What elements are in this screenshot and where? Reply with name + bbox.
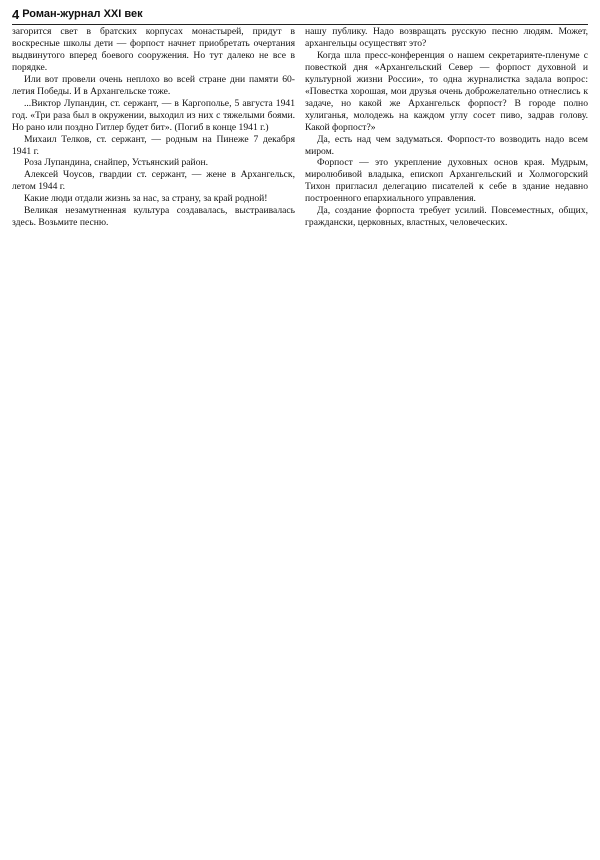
paragraph: Или вот провели очень неплохо во всей стране дни памяти 60-летия Победы. И в Архангельске тоже.: [12, 73, 295, 97]
paragraph: Да, есть над чем задуматься. Форпост-то возводить надо всем миром.: [305, 133, 588, 157]
header-rule: [12, 24, 588, 25]
left-column: [12, 26, 295, 854]
paragraph: Когда шла пресс-конференция о нашем секретарияте-пленуме с повесткой дня «Архангельский Север — форпост духовной и культурной жизни России», то одна журналистка задала вопрос: «Повестка хорошая, мои друзья очень доброжелательно отнеслись к задаче, но какой же Архангельск форпост? В городе полно хулиганья, молодежь на каждом углу сосет пиво, задрав голову. Какой форпост?»: [305, 49, 588, 133]
paragraph: Михаил Телков, ст. сержант, — родным на Пинеже 7 декабря 1941 г.: [12, 133, 295, 157]
page-number: 4: [12, 6, 20, 22]
paragraph: Алексей Чоусов, гвардии ст. сержант, — жене в Архангельск, летом 1944 г.: [12, 169, 295, 193]
paragraph: Роза Лупандина, снайпер, Устьянский район.: [24, 157, 209, 169]
paragraph: Да, создание форпоста требует усилий. Повсеместных, общих, граждански, церковных, властных, человеческих.: [305, 205, 588, 229]
paragraph: ...Виктор Лупандин, ст. сержант, — в Каргополье, 5 августа 1941 год. «Три раза был в окружении, выходил из них с тяжелыми боями. Но рано или поздно Гитлер будет бит». (Погиб в конце 1941 г.): [12, 97, 295, 133]
paragraph: Какие люди отдали жизнь за нас, за страну, за край родной!: [24, 193, 268, 205]
paragraph: загорится свет в братских корпусах монастырей, придут в воскресные школы дети — форпост начнет приобретать очертания выдвинутого вперед боевого сооружения. Но тут далеко не все в порядке.: [12, 26, 295, 73]
paragraph: Великая незамутненная культура создавалась, выстраивалась здесь. Возьмите песню.: [12, 205, 295, 229]
paragraph: Форпост — это укрепление духовных основ края. Мудрым, миролюбивой владыка, епископ Архангельский и Холмогорский Тихон пригласил делегацию писателей к себе в здание недавно построенного епархиального управления.: [305, 157, 588, 205]
right-column: [305, 26, 588, 854]
paragraph: нашу публику. Надо возвращать русскую песню людям. Может, архангельцы осуществят это?: [305, 26, 588, 49]
page-header: [12, 6, 588, 22]
journal-title: Роман-журнал XXI век: [22, 8, 143, 20]
